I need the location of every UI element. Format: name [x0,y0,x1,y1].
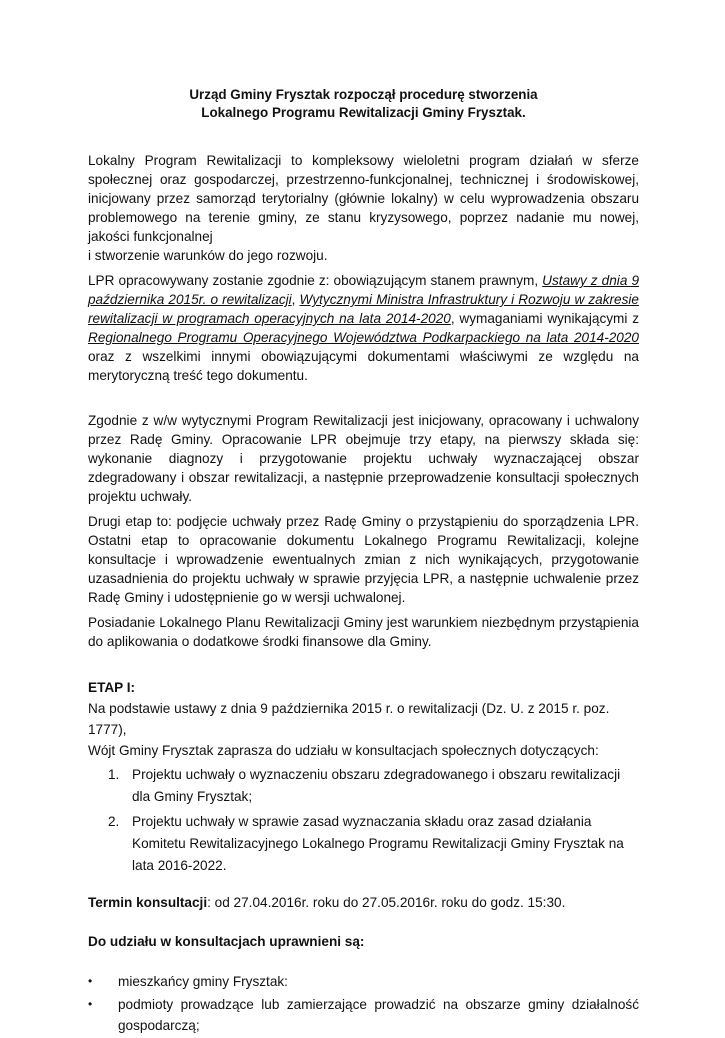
stages-paragraph-3: Posiadanie Lokalnego Planu Rewitalizacji Gminy jest warunkiem niezbędnym przystąpienia do aplikowania o dodatkowe środki finansowe dla Gminy. [88,615,639,649]
eligible-heading: Do udziału w konsultacjach uprawnieni są: [88,934,365,949]
bullet-icon: • [88,997,93,1011]
act-reference: Ustawy z dnia 9 października 2015r. o rewitalizacji [88,273,640,307]
regional-program-reference: Regionalnego Programu Operacyjnego Województwa Podkarpackiego na lata 2014-2020 [88,330,639,345]
list-item: • mieszkańcy gminy Frysztak: [88,971,639,992]
etap-line-1: Na podstawie ustawy z dnia 9 października 2015 r. o rewitalizacji (Dz. U. z 2015 r. poz. 1777), [88,701,610,737]
etap-line-2: Wójt Gminy Frysztak zaprasza do udziału w konsultacjach społecznych dotyczących: [88,743,599,758]
etap-section [88,677,639,877]
list-item: 1. Projektu uchwały o wyznaczeniu obszaru zdegradowanego i obszaru rewitalizacji dla Gminy Frysztak; [108,767,621,804]
bullet-icon: • [88,974,93,988]
eligible-list [88,971,639,1036]
guidelines-reference: Wytycznymi Ministra Infrastruktury i Rozwoju w zakresie rewitalizacji w programach operacyjnych na lata 2014-2020 [88,292,639,326]
title-line-2: Lokalnego Programu Rewitalizacji Gminy Frysztak. [201,104,526,120]
legal-basis-paragraph: LPR opracowywany zostanie zgodnie z: obowiązującym stanem prawnym, Ustawy z dnia 9 października 2015r. o rewitalizacji, Wytycznymi Ministra Infrastruktury i Rozwoju w zakresie rewitalizacji w programach operacyjnych na lata 2014-2020, wymaganiami wynikającymi z Regionalnego Programu Operacyjnego Województwa Podkarpackiego na lata 2014-2020 oraz z wszelkimi innymi obowiązującymi dokumentami właściwymi ze względu na merytoryczną treść tego dokumentu. [88,273,640,383]
title-line-1: Urząd Gminy Frysztak rozpoczął procedurę stworzenia [189,87,538,102]
stages-paragraph-1: Zgodnie z w/w wytycznymi Program Rewitalizacji jest inicjowany, opracowany i uchwalony przez Radę Gminy. Opracowanie LPR obejmuje trzy etapy, na pierwszy składa się: wykonanie diagnozy i przygotowanie projektu uchwały wyznaczającej obszar zdegradowany i obszar rewitalizacji, a następnie przeprowadzenie konsultacji społecznych projektu uchwały. [88,413,639,504]
stages-paragraph-2: Drugi etap to: podjęcie uchwały przez Radę Gminy o przystąpieniu do sporządzenia LPR. Ostatni etap to opracowanie dokumentu Lokalnego Programu Rewitalizacji, kolejne konsultacje i wprowadzenie ewentualnych zmian z nich wynikających, przygotowanie uzasadnienia do projektu uchwały w sprawie przyjęcia LPR, a następnie uchwalenie przez Radę Gminy i udostępnienie go w wersji uchwalonej. [88,514,639,605]
document-title [88,86,639,121]
termin-line [88,893,639,912]
termin-value: : od 27.04.2016r. roku do 27.05.2016r. roku do godz. 15:30. [207,895,566,910]
intro-paragraph: Lokalny Program Rewitalizacji to kompleksowy wieloletni program działań w sferze społecznej oraz gospodarczej, przestrzenno-funkcjonalnej, technicznej i środowiskowej, inicjowany przez samorząd terytorialny (głównie lokalny) w celu wyprowadzenia obszaru problemowego na terenie gminy, ze stanu kryzysowego, poprzez nadanie mu nowej, jakości funkcjonalnej i stworzenie warunków do jego rozwoju. [88,153,639,263]
etap-heading: ETAP I: [88,680,136,695]
list-item: 2. Projektu uchwały w sprawie zasad wyznaczania składu oraz zasad działania Komitetu Rewitalizacyjnego Lokalnego Programu Rewitalizacji Gminy Frysztak na lata 2016-2022. [108,814,624,873]
etap-list [88,764,639,877]
list-item: • podmioty prowadzące lub zamierzające prowadzić na obszarze gminy działalność gospodarczą; [88,994,639,1036]
document-page [88,86,639,1038]
termin-label: Termin konsultacji [88,895,208,910]
